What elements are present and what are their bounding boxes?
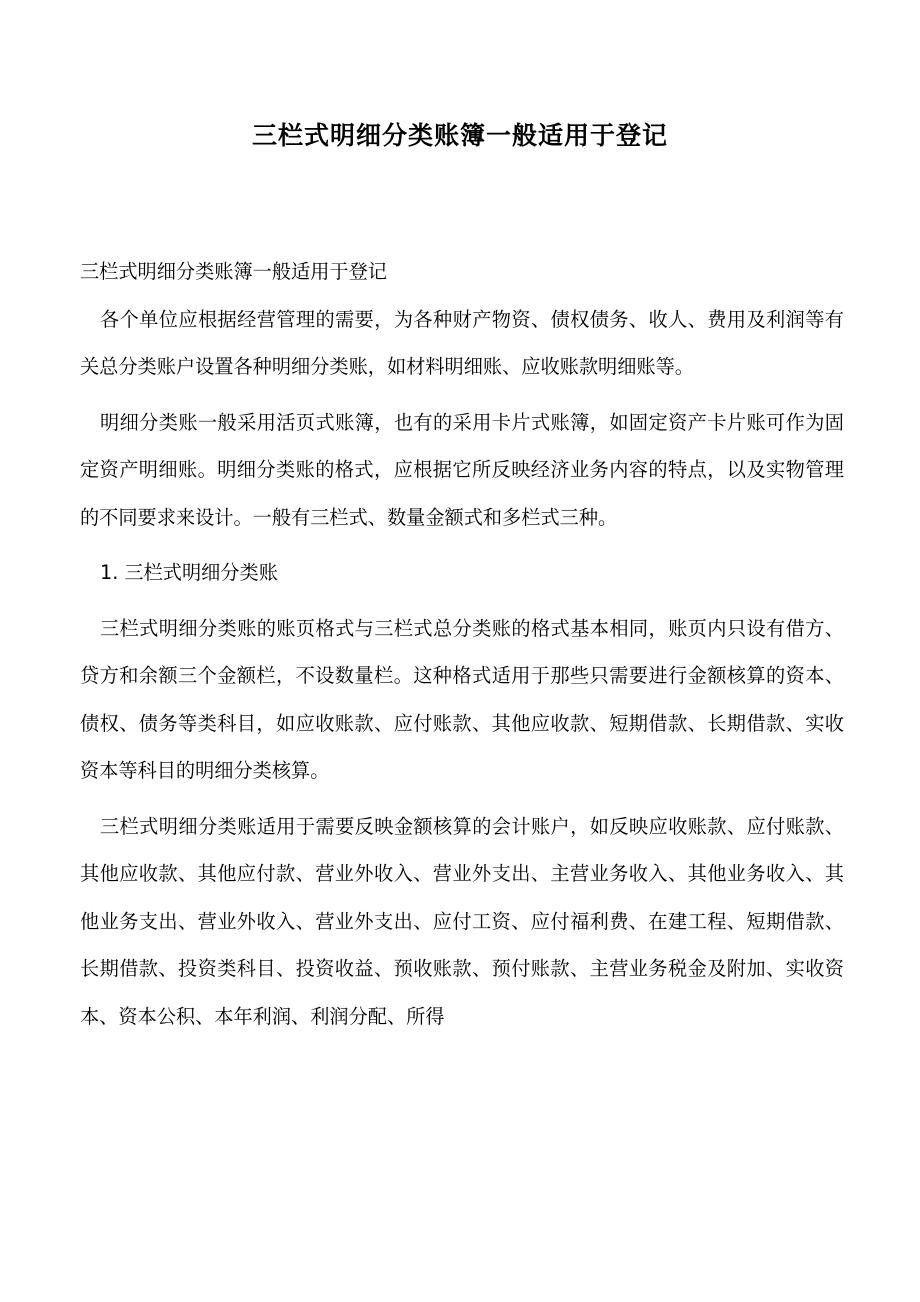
paragraph: 三栏式明细分类账的账页格式与三栏式总分类账的格式基本相同，账页内只设有借方、贷方和余额三个金额栏，不设数量栏。这种格式适用于那些只需要进行金额核算的资本、债权、债务等类科目，如应收账款、应付账款、其他应收款、短期借款、长期借款、实收资本等科目的明细分类核算。 [80, 616, 844, 782]
paragraph: 三栏式明细分类账适用于需要反映金额核算的会计账户，如反映应收账款、应付账款、其他应收款、其他应付款、营业外收入、营业外支出、主营业务收入、其他业务收入、其他业务支出、营业外收入、营业外支出、应付工资、应付福利费、在建工程、短期借款、长期借款、投资类科目、投资收益、预收账款、预付账款、主营业务税金及附加、实收资本、资本公积、本年利润、利润分配、所得 [80, 814, 844, 1028]
document-title: 三栏式明细分类账簿一般适用于登记 [251, 121, 668, 150]
section-heading: 三栏式明细分类账簿一般适用于登记 [80, 260, 387, 283]
paragraph: 各个单位应根据经营管理的需要，为各种财产物资、债权债务、收人、费用及利润等有关总分类账户设置各种明细分类账，如材料明细账、应收账款明细账等。 [80, 307, 844, 378]
numbered-heading: 1. 三栏式明细分类账 [100, 561, 278, 584]
document-body [80, 248, 844, 1048]
paragraph: 明细分类账一般采用活页式账簿，也有的采用卡片式账簿，如固定资产卡片账可作为固定资产明细账。明细分类账的格式，应根据它所反映经济业务内容的特点，以及实物管理的不同要求来设计。一般有三栏式、数量金额式和多栏式三种。 [80, 410, 844, 529]
